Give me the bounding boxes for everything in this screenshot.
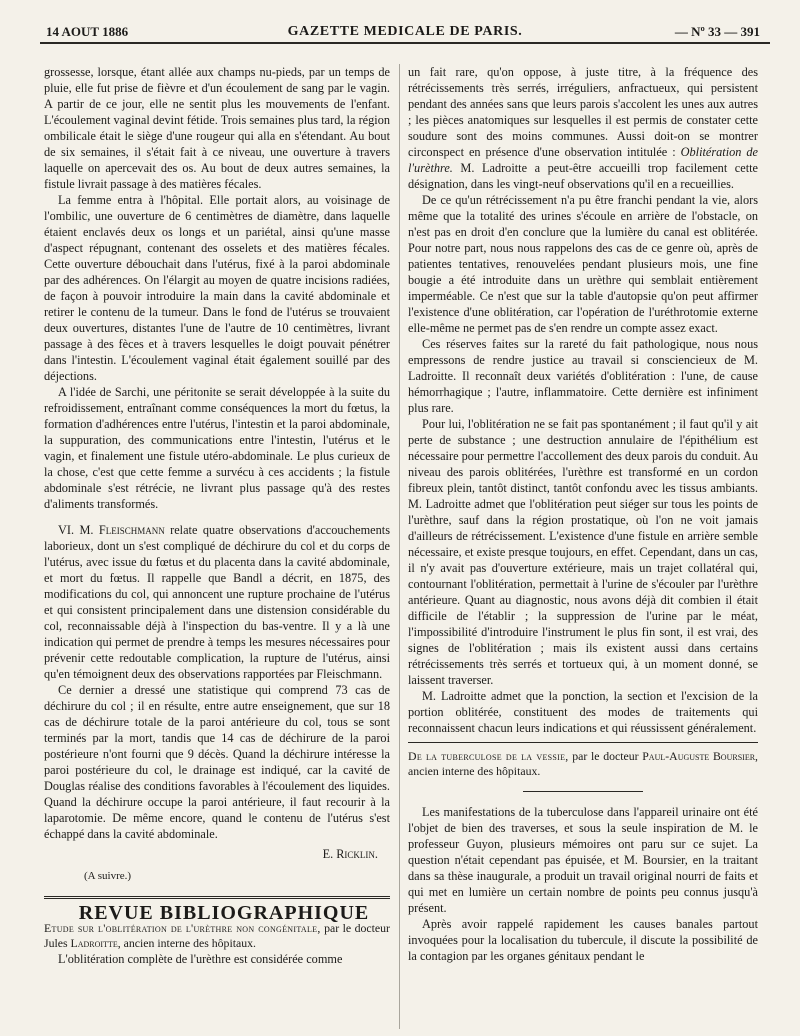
paragraph: Après avoir rappelé rapidement les causes banales partout invoquées pour la localisation du tubercule, il discute la possibilité de la contagion par les organes génitaux pendant le — [408, 917, 758, 963]
paragraph: Pour lui, l'oblitération ne se fait pas spontanément ; il faut qu'il y ait perte de substance ; une destruction annulaire de l'épithélium est nécessaire pour permettre l'accollement des deux parois du conduit. Au niveau des parois oblitérées, l'urèthre est transformé en un cordon fibreux plein, tantôt distinct, tantôt confondu avec les tissus ambiants. M. Ladroitte admet que l'oblitération peut siéger sur tous les points de l'urèthre, sauf dans la région prostatique, où l'on ne voit jamais d'ailleurs de rétrécissement. L'existence d'une fistule en arrière semble nécessaire, et existe presque toujours, en effet. Cependant, dans un cas, il n'y avait pas d'ouverture extérieure, mais un trajet collatéral qui, contournant l'oblitération, permettait à l'urine de s'écouler par l'urèthre antérieure. Quant au diagnostic, nous avons déjà dit combien il était difficile de l'établir ; la suppression de l'urine par le méat, l'impossibilité d'introduire l'instrument le plus fin sont, il est vrai, des signes de l'oblitération ; mais ils existent aussi dans certains rétrécissements très serrés et tortueux qui, à un moment donné, se laissent traverser. — [408, 417, 758, 687]
right-column — [408, 64, 758, 964]
section-number: VI. M. — [58, 523, 99, 537]
review-affiliation: , ancien interne des hôpitaux. — [408, 749, 758, 778]
page-number: — Nº 33 — 391 — [674, 24, 760, 39]
review-heading — [408, 749, 758, 779]
paragraph: L'oblitération complète de l'urèthre est considérée comme — [58, 952, 343, 966]
short-divider — [523, 791, 643, 792]
paragraph: Ces réserves faites sur la rareté du fait pathologique, nous nous empressons de rendre justice au travail si consciencieux de M. Ladroitte. Il reconnaît deux variétés d'oblitération : l'une, de cause hémorrhagique ; l'autre, inflammatoire. Cette dernière est infiniment plus rare. — [408, 337, 758, 415]
page-header — [40, 18, 770, 44]
cited-title: Oblitération de l'urèthre. — [408, 145, 759, 175]
review-title: Etude sur l'oblitération de l'urèthre non congénitale, — [44, 921, 321, 935]
column-rule — [399, 64, 400, 1029]
paragraph — [408, 64, 758, 192]
signature: E. Ricklin. — [322, 847, 378, 861]
paragraph-text: M. Ladroitte a peut-être accueilli trop facilement cette désignation, dans les vingt-neuf observations qu'il en a recueillies. — [408, 161, 758, 191]
paragraph: De ce qu'un rétrécissement n'a pu être franchi pendant la vie, alors même que la totalité des urines s'écoule en arrière de l'obstacle, on n'est pas en droit d'en conclure que la lumière du canal est oblitérée. Pour notre part, nous nous rappelons des cas de ce genre où, après de patientes tentatives, renouvelées pendant plusieurs mois, une fine bougie a été introduite dans un urèthre qui semblait entièrement imperméable. Ce n'est que sur la table d'autopsie qu'on peut affirmer l'existence d'une oblitération, car l'opération de l'uréthrotomie externe elle-même ne permet pas de s'en rendre un compte assez exact. — [408, 193, 758, 335]
paragraph: grossesse, lorsque, étant allée aux champs nu-pieds, par un temps de pluie, elle fut prise de fièvre et d'un écoulement de sang par le vagin. A partir de ce jour, elle ne sentit plus les mouvements de l'enfant. L'écoulement vaginal devint fétide. Trois semaines plus tard, la région ombilicale était le siège d'une rougeur qui alla en s'étendant. Au bout de six semaines, il s'était fait à ce niveau, une ouverture à travers laquelle on apercevait des os. Au bout de deux autres semaines, la fistule livrait passage à des matières fécales. — [44, 65, 390, 191]
review-heading — [44, 921, 390, 951]
journal-title: GAZETTE MEDICALE DE PARIS. — [287, 24, 523, 39]
review-author: Ladroitte — [70, 936, 118, 950]
section-title: REVUE BIBLIOGRAPHIQUE — [78, 902, 370, 924]
left-column — [44, 64, 390, 967]
paragraph: A l'idée de Sarchi, une péritonite se serait développée à la suite du refroidissement, entraînant comme conséquences la mort du fœtus, la formation d'adhérences entre l'utérus, l'intestin et la paroi abdominale, la suppuration, des communications entre l'intestin, l'utérus et le vagin, et finalement une fistule utéro-abdominale. Le plus curieux de la chose, c'est que cette femme a survécu à ces accidents ; la fistule abdominale s'est rétrécie, ne livrant plus passage qu'à des restes d'aliments transformés. — [44, 385, 390, 511]
paragraph: La femme entra à l'hôpital. Elle portait alors, au voisinage de l'ombilic, une ouverture de 6 centimètres de diamètre, dans laquelle étaient enclavés deux os longs et un pariétal, ainsi qu'une masse d'aspect répugnant, contenant des osselets et des matières fécales. Cette ouverture débouchait dans l'utérus, fixé à la paroi abdominale par des adhérences. On l'élargit au moyen de quatre incisions radiées, de façon à pouvoir introduire la main dans la cavité abdominale et retirer le contenu de la tumeur. Dans le fond de l'utérus se trouvaient deux ouvertures, distantes l'une de l'autre de 10 centimètres, livrant passage à des fèces et à travers lesquelles le doigt pouvait pénétrer dans l'intestin. L'écoulement vaginal était également souillé par des déjections. — [44, 193, 390, 383]
section-divider — [44, 896, 390, 899]
review-author: Paul-Auguste Boursier — [642, 749, 756, 763]
review-byline: par le docteur — [568, 749, 643, 763]
paragraph: Les manifestations de la tuberculose dans l'appareil urinaire ont été l'objet de bien des traverses, et sous la seule inspiration de M. le professeur Guyon, plusieurs mémoires ont paru sur ce sujet. La question n'était cependant pas épuisée, et M. Boursier, en la traitant dans sa thèse inaugurale, a produit un travail original nourri de faits et qui met en lumière un certain nombre de points peu connus jusqu'à présent. — [408, 805, 758, 915]
author-name: Fleischmann — [98, 523, 165, 537]
section-divider — [408, 742, 758, 743]
review-affiliation: , ancien interne des hôpitaux. — [117, 936, 256, 950]
review-title: De la tuberculose de la vessie, — [408, 749, 569, 763]
paragraph: Ce dernier a dressé une statistique qui comprend 73 cas de déchirure du col ; il en résulte, entre autre enseignement, que sur 18 cas de déchirure totale de la paroi antérieure du col, tous se sont terminés par la mort, tandis que 14 cas de déchirure de la paroi postérieure n'ont fourni que 9 décès. Quand la déchirure intéresse la paroi postérieure du col, le drainage est indiqué, car la cavité de Douglas réalise des conditions favorables à l'écoulement des liquides. Quand la déchirure occupe la paroi antérieure, il faut recourir à la laparotomie. De même encore, quand le contenu de l'utérus s'est échappé dans la cavité abdominale. — [44, 683, 390, 841]
paragraph-text: un fait rare, qu'on oppose, à juste titre, à la fréquence des rétrécissements très serrés, irréguliers, anfractueux, qui persistent pendant des années sans que leurs parois s'accolent les unes aux autres ; les pièces anatomiques sur lesquelles il est permis de constater cette soudure sont des moins communes. Aussi doit-on se montrer circonspect en présence d'une observation intitulée : — [408, 65, 758, 159]
paragraph — [44, 522, 390, 682]
to-be-continued: (A suivre.) — [84, 870, 132, 882]
paragraph: M. Ladroitte admet que la ponction, la section et l'excision de la portion oblitérée, constituent des modes de traitements qui reconnaissent chacun leurs indications et qui réussissent généralement. — [408, 689, 758, 735]
issue-date: 14 AOUT 1886 — [46, 24, 129, 39]
paragraph-text: relate quatre observations d'accouchements laborieux, dont un s'est compliqué de déchirure du col et du corps de l'utérus, avec issue du fœtus et du placenta dans la cavité abdominale, et mort du fœtus. Il rappelle que Bandl a décrit, en 1875, des modifications du col, qui annoncent une rupture prochaine de l'utérus et qui consistent principalement dans une distension considérable du col, reconnaissable déjà à l'inspection du bas-ventre. Il y a là une indication qui permet de prendre à temps les mesures nécessaires pour prévenir cette redoutable complication, la rupture de l'utérus, ainsi qu'en témoignent deux des observations rapportées par Fleischmann. — [44, 523, 390, 681]
review-byline: par le docteur Jules — [44, 921, 390, 950]
